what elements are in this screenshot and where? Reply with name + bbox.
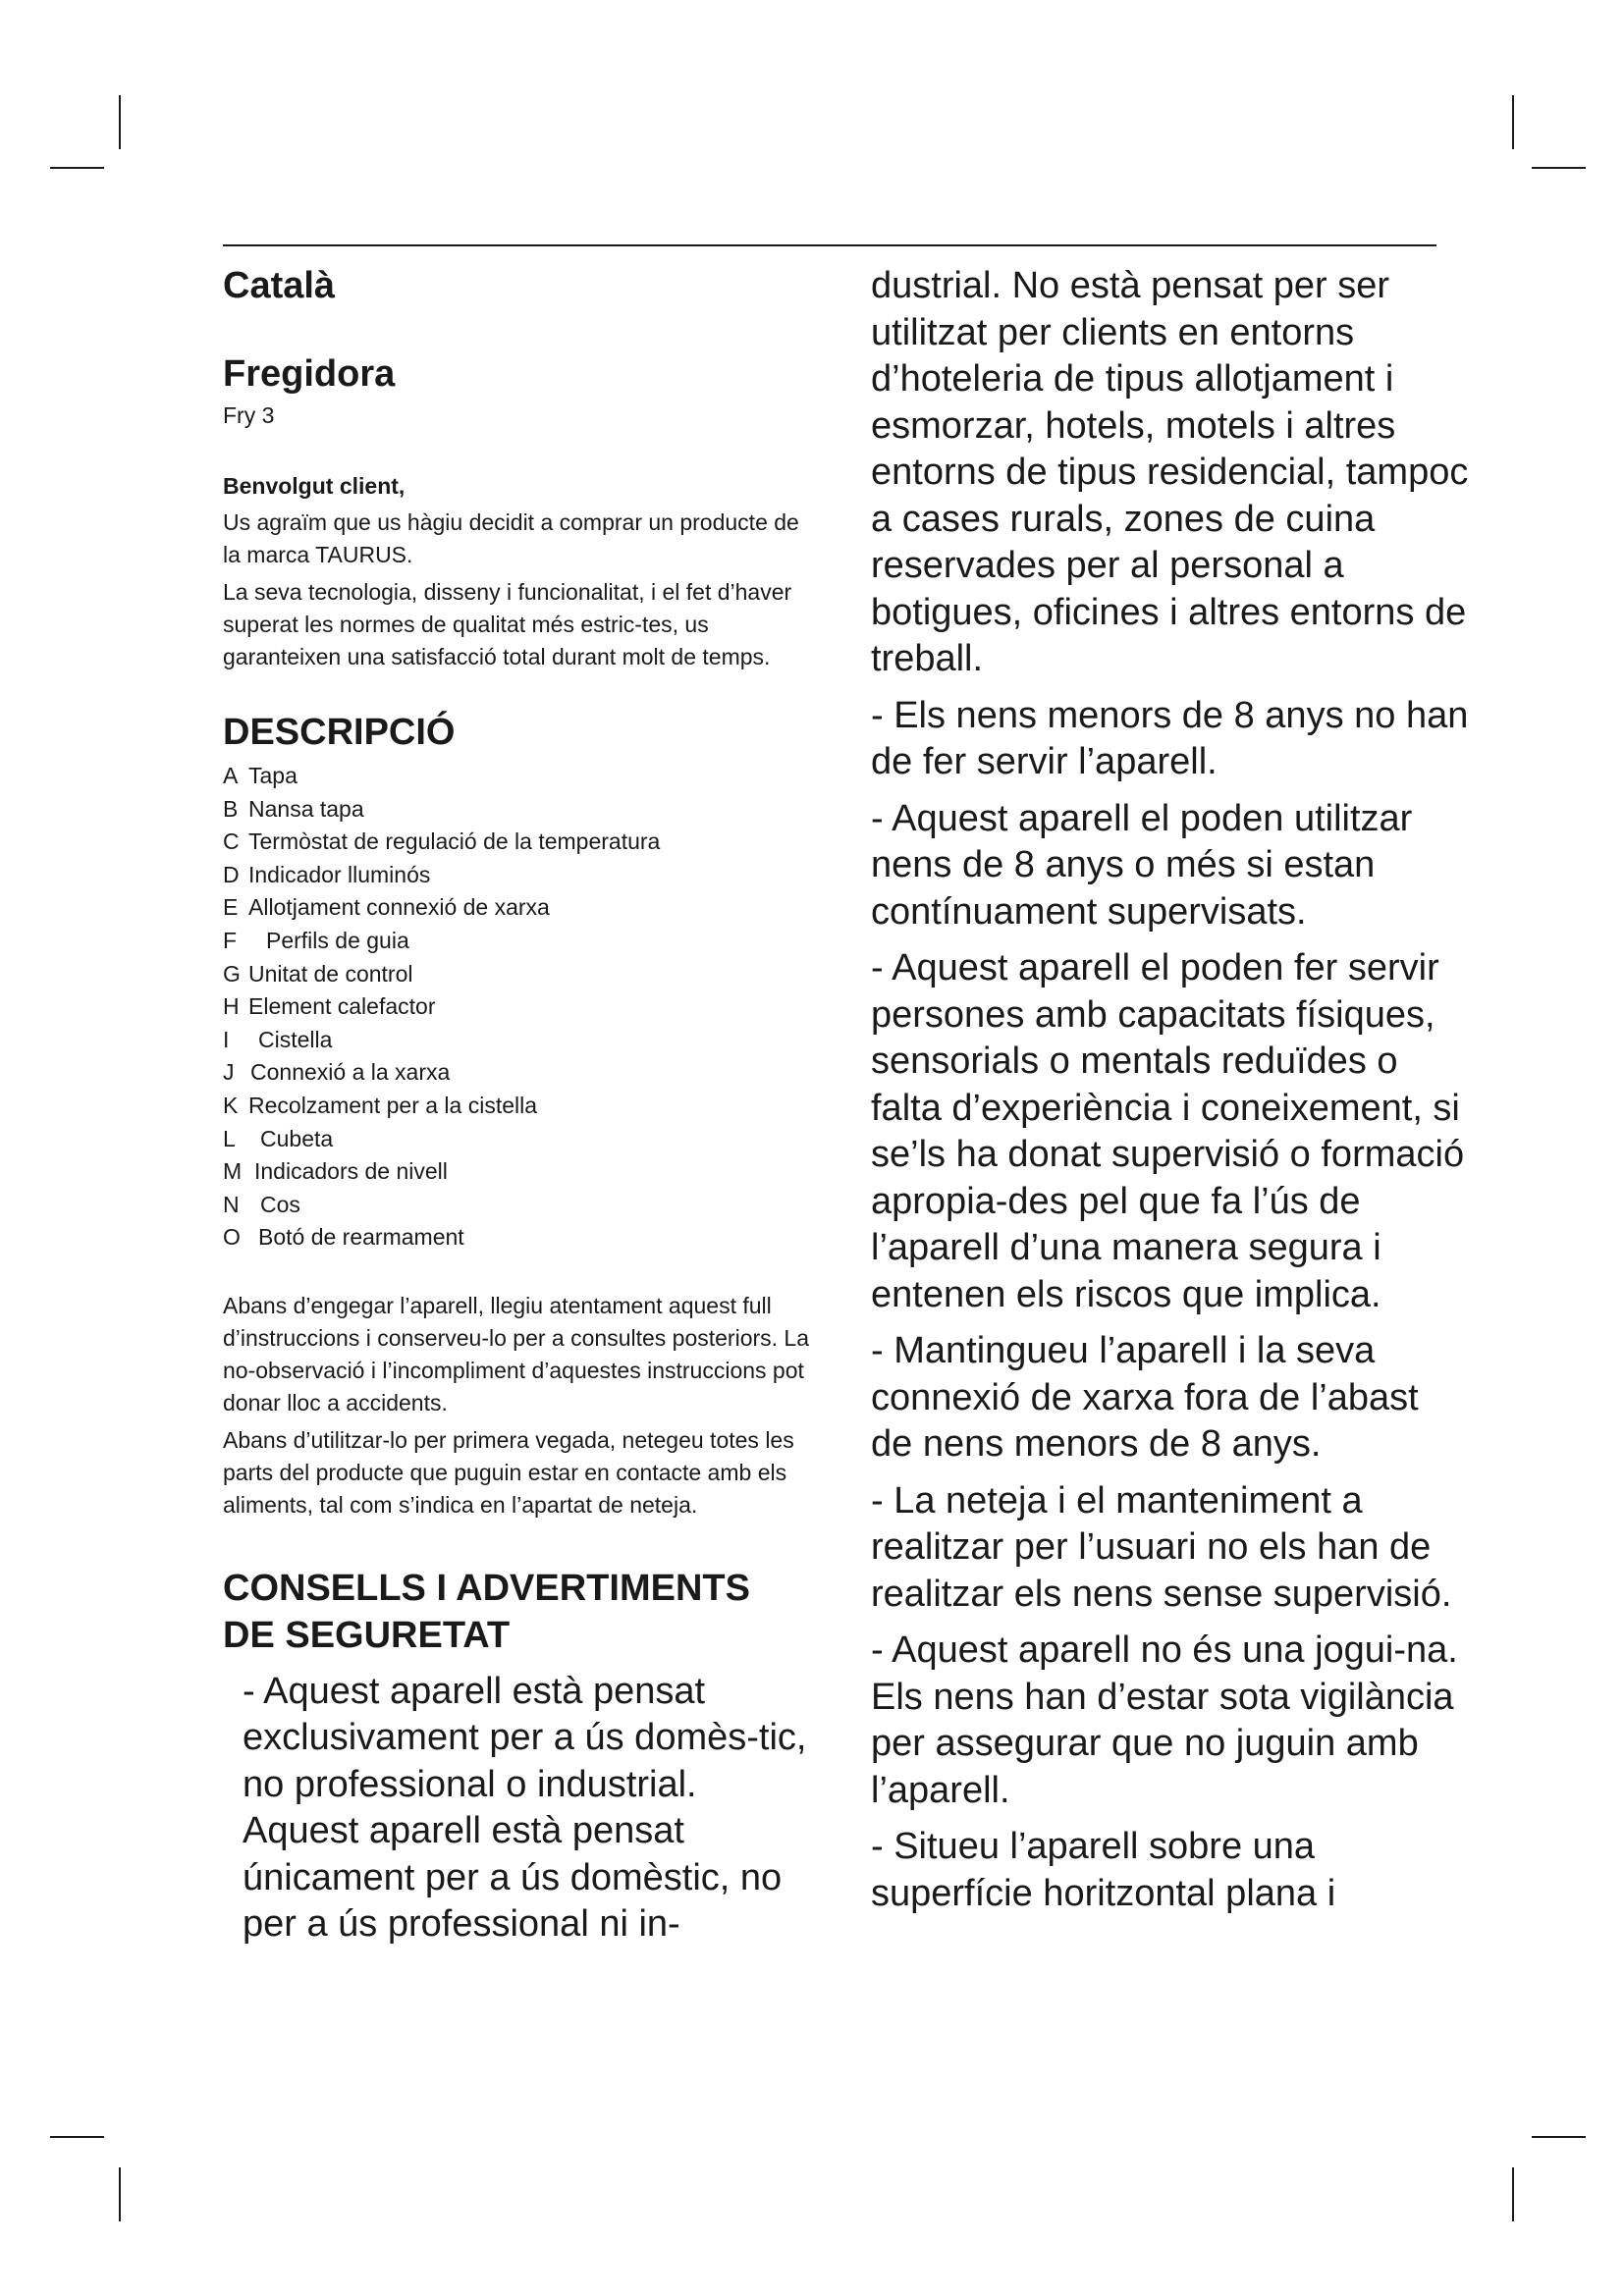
safety-paragraph: - Aquest aparell el poden fer servir persones amb capacitats físiques, sensorials o mentals reduïdes o falta d’experiència i coneixement, si se’ls ha donat supervisió o formació apropia-des pel que fa l’ús de l’aparell d’una manera segura i entenen els riscos que implica. bbox=[871, 947, 1465, 1315]
usage-note-2: Abans d’utilitzar-lo per primera vegada, netegeu totes les parts del producte que puguin estar en contacte amb els aliments, tal com s’indica en l’apartat de neteja. bbox=[223, 1426, 794, 1518]
right-column bbox=[871, 263, 1470, 1917]
crop-mark-top-right-horizontal bbox=[1532, 167, 1586, 169]
part-letter: D bbox=[223, 861, 240, 887]
part-letter: A bbox=[223, 763, 239, 788]
part-letter: K bbox=[223, 1092, 239, 1118]
product-model: Fry 3 bbox=[223, 402, 275, 428]
part-label: Connexió a la xarxa bbox=[250, 1059, 451, 1086]
safety-paragraph: - Aquest aparell el poden utilitzar nens de 8 anys o més si estan contínuament supervisats. bbox=[871, 797, 1413, 933]
part-letter: J bbox=[223, 1059, 235, 1086]
part-label: Indicadors de nivell bbox=[254, 1158, 448, 1185]
part-item bbox=[223, 891, 812, 925]
part-label: Perfils de guia bbox=[266, 927, 409, 953]
part-label: Cistella bbox=[258, 1026, 333, 1052]
crop-mark-top-left-horizontal bbox=[50, 167, 104, 169]
part-label: Element calefactor bbox=[248, 993, 436, 1020]
part-item bbox=[223, 1189, 812, 1222]
left-column bbox=[223, 260, 812, 1949]
safety-heading: CONSELLS I ADVERTIMENTS DE SEGURETAT bbox=[223, 1567, 750, 1656]
part-label: Termòstat de regulació de la temperatura bbox=[248, 828, 661, 855]
crop-mark-bottom-left-vertical bbox=[119, 2167, 121, 2221]
part-label: Tapa bbox=[248, 763, 298, 788]
part-letter: M bbox=[223, 1158, 243, 1185]
crop-mark-top-left-vertical bbox=[119, 95, 121, 149]
safety-paragraph: - Mantingueu l’aparell i la seva connexió de xarxa fora de l’abast de nens menors de 8 anys. bbox=[871, 1330, 1419, 1465]
part-label: Botó de rearmament bbox=[258, 1224, 464, 1251]
part-item bbox=[223, 859, 812, 892]
part-letter: I bbox=[223, 1026, 230, 1052]
part-label: Indicador lluminós bbox=[248, 861, 431, 887]
part-item bbox=[223, 1090, 812, 1123]
usage-note-1: Abans d’engegar l’aparell, llegiu atentament aquest full d’instruccions i conserveu-lo per a consultes posteriors. La no-observació i l’incompliment d’aquestes instruccions pot donar lloc a accidents. bbox=[223, 1292, 810, 1415]
part-letter: N bbox=[223, 1191, 240, 1217]
crop-mark-bottom-right-horizontal bbox=[1532, 2136, 1586, 2138]
language-heading: Català bbox=[223, 265, 336, 306]
part-letter: G bbox=[223, 960, 241, 987]
part-letter: O bbox=[223, 1224, 241, 1251]
usage-notes bbox=[223, 1290, 812, 1522]
part-letter: L bbox=[223, 1125, 236, 1151]
parts-list bbox=[223, 760, 812, 1255]
part-item bbox=[223, 760, 812, 793]
part-item bbox=[223, 1024, 812, 1057]
safety-paragraph: - Aquest aparell no és una jogui-na. Els nens han d’estar sota vigilància per assegurar que no juguin amb l’aparell. bbox=[871, 1629, 1458, 1811]
crop-mark-top-right-vertical bbox=[1512, 95, 1514, 149]
part-label: Cubeta bbox=[260, 1125, 334, 1151]
part-item bbox=[223, 1155, 812, 1189]
safety-paragraph: - Situeu l’aparell sobre una superfície horitzontal plana i bbox=[871, 1826, 1336, 1914]
part-item bbox=[223, 925, 812, 958]
header-rule bbox=[223, 244, 1436, 246]
crop-mark-bottom-left-horizontal bbox=[50, 2136, 104, 2138]
part-label: Allotjament connexió de xarxa bbox=[248, 894, 550, 921]
part-item bbox=[223, 793, 812, 827]
greeting-paragraph-2: La seva tecnologia, disseny i funcionalitat, i el fet d’haver superat les normes de qualitat més estric-tes, us garanteixen una satisfacció total durant molt de temps. bbox=[223, 579, 792, 669]
part-item bbox=[223, 1056, 812, 1090]
part-letter: E bbox=[223, 894, 239, 921]
safety-paragraph-left: - Aquest aparell està pensat exclusivament per a ús domès-tic, no professional o industrial. Aquest aparell està pensat únicament per a ús domèstic, no per a ús professional ni in- bbox=[243, 1670, 807, 1946]
greeting-paragraph-1: Us agraïm que us hàgiu decidit a comprar un producte de la marca TAURUS. bbox=[223, 509, 799, 567]
part-label: Cos bbox=[260, 1191, 300, 1217]
part-item bbox=[223, 1123, 812, 1156]
part-letter: F bbox=[223, 927, 238, 953]
part-letter: H bbox=[223, 993, 240, 1020]
safety-paragraph: dustrial. No està pensat per ser utilitzat per clients en entorns d’hoteleria de tipus allotjament i esmorzar, hotels, motels i altres entorns de tipus residencial, tampoc a cases rurals, zones de cuina reservades per al personal a botigues, oficines i altres entorns de treball. bbox=[871, 265, 1469, 679]
part-item bbox=[223, 826, 812, 859]
safety-paragraph: - La neteja i el manteniment a realitzar per l’usuari no els han de realitzar els nens sense supervisió. bbox=[871, 1479, 1452, 1615]
part-item bbox=[223, 958, 812, 991]
crop-mark-bottom-right-vertical bbox=[1512, 2167, 1514, 2221]
part-label: Recolzament per a la cistella bbox=[248, 1092, 538, 1118]
part-item bbox=[223, 990, 812, 1024]
part-letter: B bbox=[223, 795, 239, 822]
product-title: Fregidora bbox=[223, 353, 396, 395]
part-label: Unitat de control bbox=[248, 960, 413, 987]
description-heading: DESCRIPCIÓ bbox=[223, 712, 456, 753]
greeting-salutation: Benvolgut client, bbox=[223, 473, 406, 499]
part-label: Nansa tapa bbox=[248, 795, 364, 822]
part-letter: C bbox=[223, 828, 240, 855]
safety-paragraph: - Els nens menors de 8 anys no han de fer servir l’aparell. bbox=[871, 694, 1469, 782]
part-item bbox=[223, 1221, 812, 1255]
